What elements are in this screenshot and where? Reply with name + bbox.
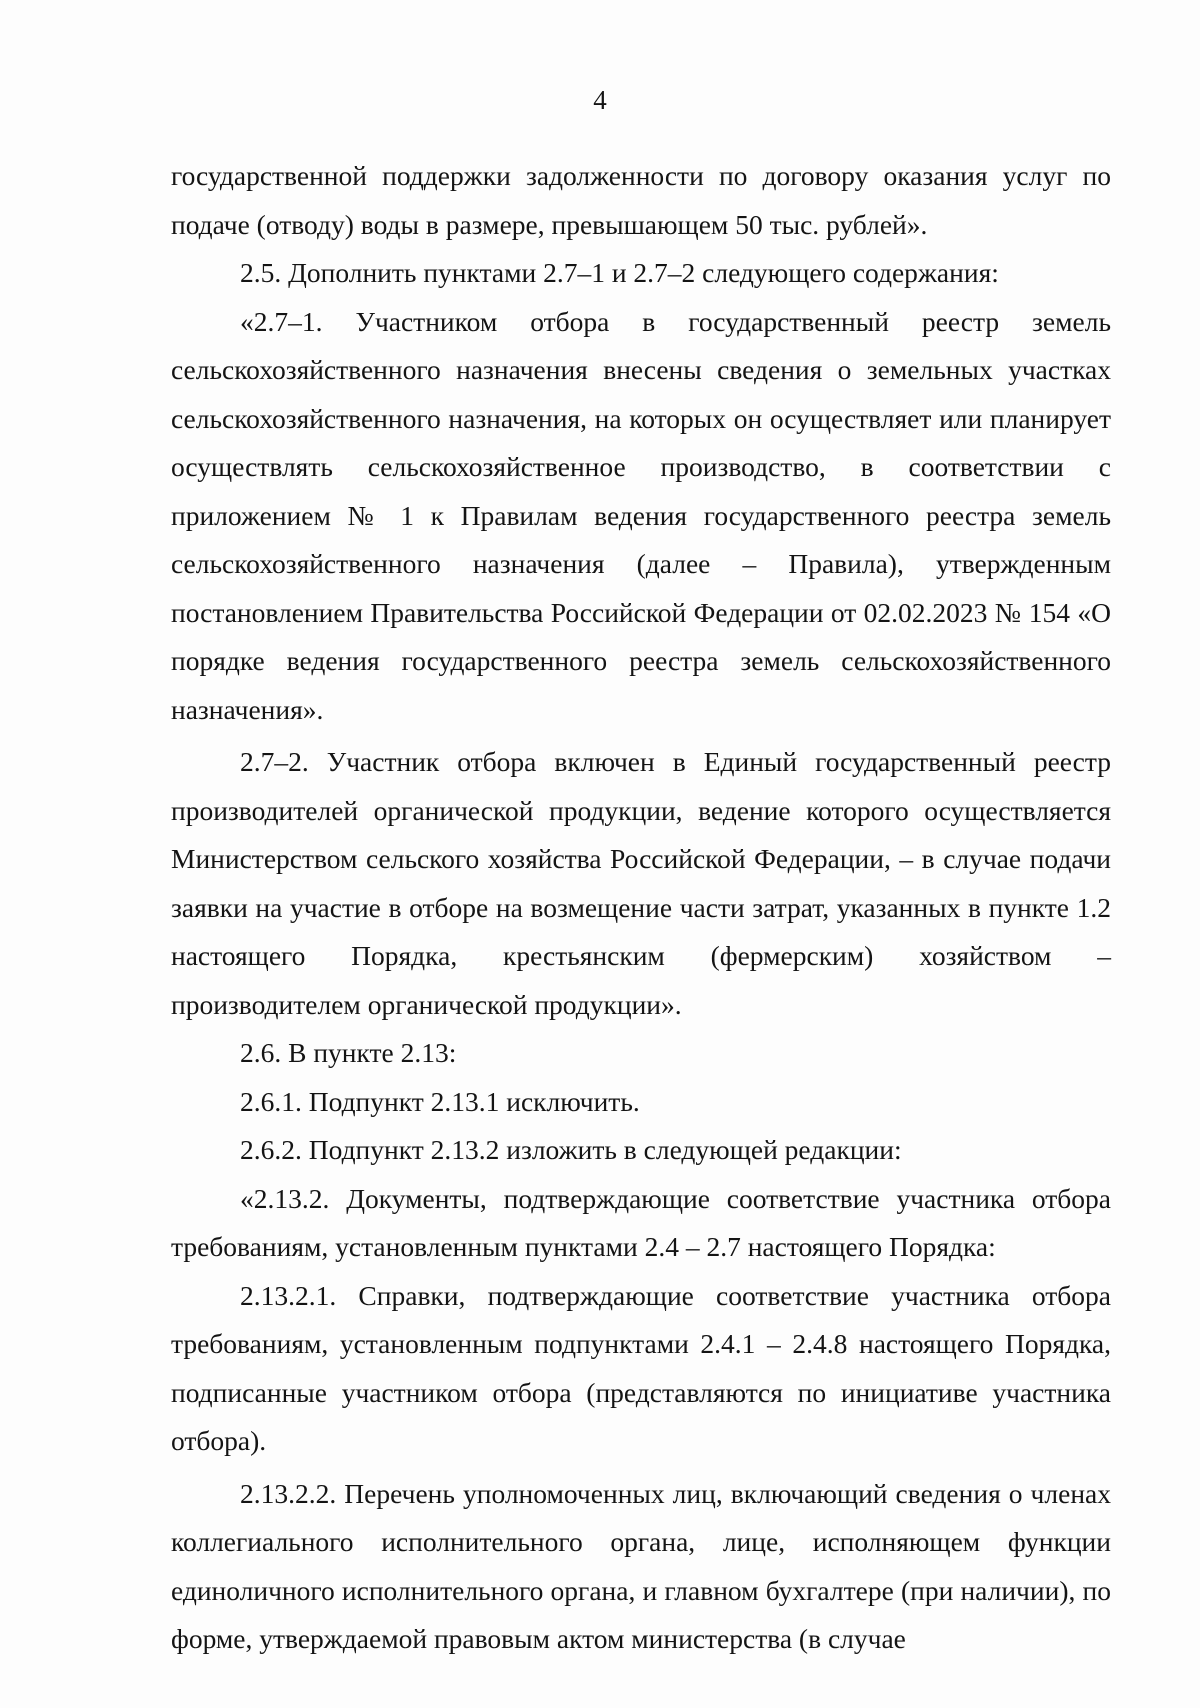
paragraph-2-13-2-1: 2.13.2.1. Справки, подтверждающие соответствие участника отбора требованиям, установленным подпунктами 2.4.1 – 2.4.8 настоящего Порядка, подписанные участником отбора (представляются по инициативе участника отбора). (171, 1279, 1111, 1456)
paragraph-2-7-2: 2.7–2. Участник отбора включен в Единый государственный реестр производителей органической продукции, ведение которого осуществляется Министерством сельского хозяйства Российской Федерации, – в случае подачи заявки на участие в отборе на возмещение части затрат, указанных в пункте 1.2 настоящего Порядка, крестьянским (фермерским) хозяйством – производителем органической продукции». (171, 746, 1111, 1020)
paragraph-2-13-2-2: 2.13.2.2. Перечень уполномоченных лиц, включающий сведения о членах коллегиального исполнительного органа, лице, исполняющем функции единоличного исполнительного органа, и главном бухгалтере (при наличии), по форме, утверждаемой правовым актом министерства (в случае (171, 1477, 1111, 1654)
paragraph-2-13-2: «2.13.2. Документы, подтверждающие соответствие участника отбора требованиям, установленным пунктами 2.4 – 2.7 настоящего Порядка: (171, 1182, 1111, 1262)
paragraph-2-7-1: «2.7–1. Участником отбора в государственный реестр земель сельскохозяйственного назначения внесены сведения о земельных участках сельскохозяйственного назначения, на которых он осуществляет или планирует осуществлять сельскохозяйственное производство, в соответствии с приложением № 1 к Правилам ведения государственного реестра земель сельскохозяйственного назначения (далее – Правила), утвержденным постановлением Правительства Российской Федерации от 02.02.2023 № 154 «О порядке ведения государственного реестра земель сельскохозяйственного назначения». (171, 305, 1111, 725)
paragraph-2-6-1: 2.6.1. Подпункт 2.13.1 исключить. (240, 1085, 640, 1117)
document-body (171, 152, 1111, 1664)
paragraph-2-5: 2.5. Дополнить пунктами 2.7–1 и 2.7–2 следующего содержания: (240, 257, 999, 288)
paragraph-2-6: 2.6. В пункте 2.13: (240, 1037, 457, 1068)
paragraph-2-6-2: 2.6.2. Подпункт 2.13.2 изложить в следующей редакции: (240, 1134, 902, 1165)
page-number: 4 (593, 85, 607, 115)
paragraph-continuation: государственной поддержки задолженности по договору оказания услуг по подаче (отводу) воды в размере, превышающем 50 тыс. рублей». (171, 160, 1111, 240)
